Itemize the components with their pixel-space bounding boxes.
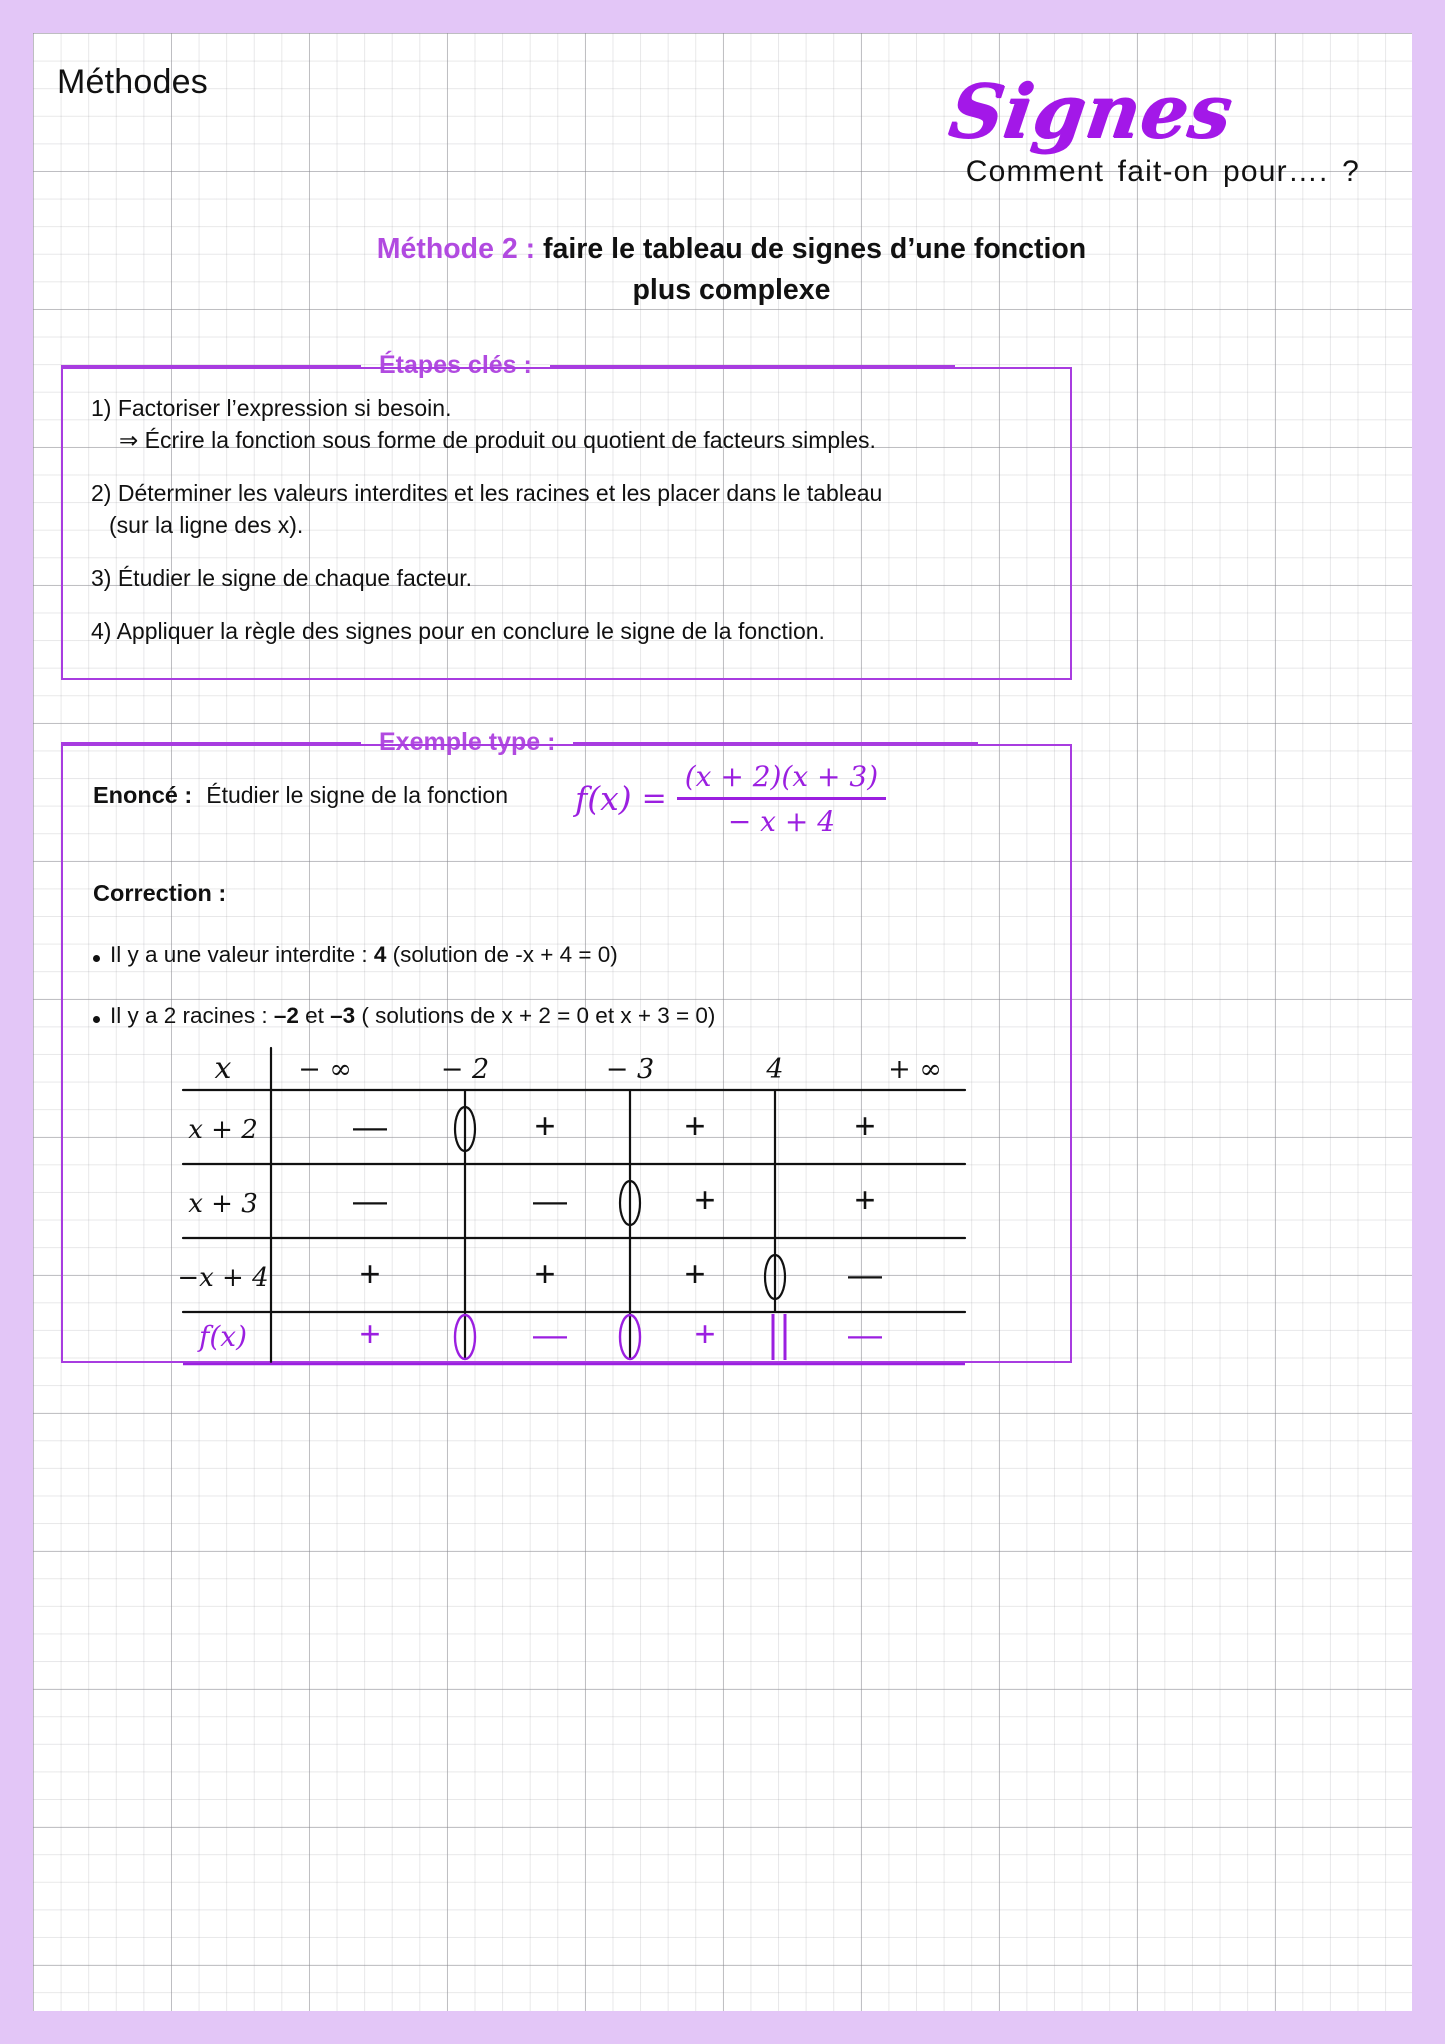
svg-text:− 3: − 3 — [605, 1054, 655, 1085]
svg-text:x + 3: x + 3 — [188, 1189, 258, 1219]
svg-text:−x + 4: −x + 4 — [177, 1263, 269, 1293]
svg-text:x: x — [214, 1051, 232, 1086]
method-title-line1: faire le tableau de signes d’une fonction — [535, 233, 1087, 265]
steps-title-text: Étapes clés : — [379, 351, 532, 379]
formula-function-name: f(x) — [575, 779, 632, 819]
bullet-1-bold: 4 — [373, 942, 387, 967]
svg-text:4: 4 — [766, 1054, 784, 1085]
method-number: Méthode 2 : — [376, 233, 536, 265]
list-item — [91, 567, 1052, 590]
svg-text:—: — — [533, 1182, 567, 1220]
bullet-2-bold: –2 — [273, 1003, 299, 1028]
step-2-main: 2) Déterminer les valeurs interdites et les racines et les placer dans le tableau — [91, 480, 883, 506]
bullet-2-mid: et — [298, 1003, 331, 1028]
step-1-sub: ⇒ Écrire la fonction sous forme de produit ou quotient de facteurs simples. — [119, 427, 876, 453]
document-heading: Signes — [944, 69, 1239, 155]
svg-text:+: + — [694, 1179, 716, 1220]
bullet-1-text — [110, 942, 618, 968]
svg-text:+: + — [534, 1105, 556, 1146]
subtitle: Comment fait-on pour…. ? — [965, 155, 1360, 188]
bullet-dot-icon — [93, 955, 100, 962]
list-item — [91, 482, 1052, 537]
step-1-main: 1) Factoriser l’expression si besoin. — [91, 395, 452, 421]
formula-equals: = — [641, 781, 667, 817]
bullet-1-post: (solution de -x + 4 = 0) — [386, 942, 618, 967]
svg-text:+: + — [359, 1313, 381, 1354]
svg-text:—: — — [848, 1316, 882, 1354]
step-4-main: 4) Appliquer la règle des signes pour en conclure le signe de la fonction. — [91, 618, 825, 644]
svg-text:+: + — [694, 1313, 716, 1354]
sign-table — [175, 1046, 965, 1356]
svg-text:+: + — [854, 1105, 876, 1146]
formula-denominator: − x + 4 — [727, 804, 836, 838]
svg-text:f(x): f(x) — [198, 1320, 248, 1353]
method-heading — [33, 229, 1412, 311]
list-item — [93, 1003, 715, 1029]
function-formula — [575, 760, 886, 838]
list-item — [93, 942, 618, 968]
step-2-sub: (sur la ligne des x). — [109, 512, 304, 538]
formula-fraction — [677, 760, 886, 838]
svg-text:− 2: − 2 — [440, 1054, 490, 1085]
graph-paper-sheet — [33, 33, 1412, 2011]
list-item — [91, 620, 1052, 643]
step-3-main: 3) Étudier le signe de chaque facteur. — [91, 565, 473, 591]
svg-text:+: + — [534, 1253, 556, 1294]
svg-text:+: + — [684, 1105, 706, 1146]
example-box — [61, 744, 1072, 1363]
svg-text:+: + — [684, 1253, 706, 1294]
svg-text:+ ∞: + ∞ — [888, 1054, 942, 1085]
bullet-2-bold2: –3 — [330, 1003, 356, 1028]
bullet-dot-icon — [93, 1016, 100, 1023]
svg-text:+: + — [359, 1253, 381, 1294]
enonce-text: Étudier le signe de la fonction — [206, 782, 508, 808]
correction-label: Correction : — [93, 880, 227, 906]
example-title-text: Exemple type : — [379, 728, 556, 756]
svg-text:+: + — [854, 1179, 876, 1220]
svg-text:—: — — [848, 1256, 882, 1294]
svg-text:x + 2: x + 2 — [188, 1115, 258, 1145]
list-item — [91, 397, 1052, 452]
bullet-1-pre: Il y a une valeur interdite : — [110, 942, 374, 967]
bullet-2-text — [110, 1003, 715, 1029]
bullet-2-pre: Il y a 2 racines : — [110, 1003, 274, 1028]
svg-text:—: — — [533, 1316, 567, 1354]
method-title-line2: plus complexe — [632, 274, 831, 306]
bullet-2-post: ( solutions de x + 2 = 0 et x + 3 = 0) — [355, 1003, 716, 1028]
page-title: Méthodes — [57, 63, 208, 101]
enonce-row — [93, 782, 508, 809]
formula-numerator: (x + 2)(x + 3) — [684, 760, 879, 793]
enonce-label: Enoncé : — [93, 782, 193, 808]
svg-text:—: — — [353, 1108, 387, 1146]
steps-box — [61, 367, 1072, 680]
svg-text:—: — — [353, 1182, 387, 1220]
svg-text:− ∞: − ∞ — [298, 1054, 352, 1085]
steps-list — [91, 397, 1052, 643]
